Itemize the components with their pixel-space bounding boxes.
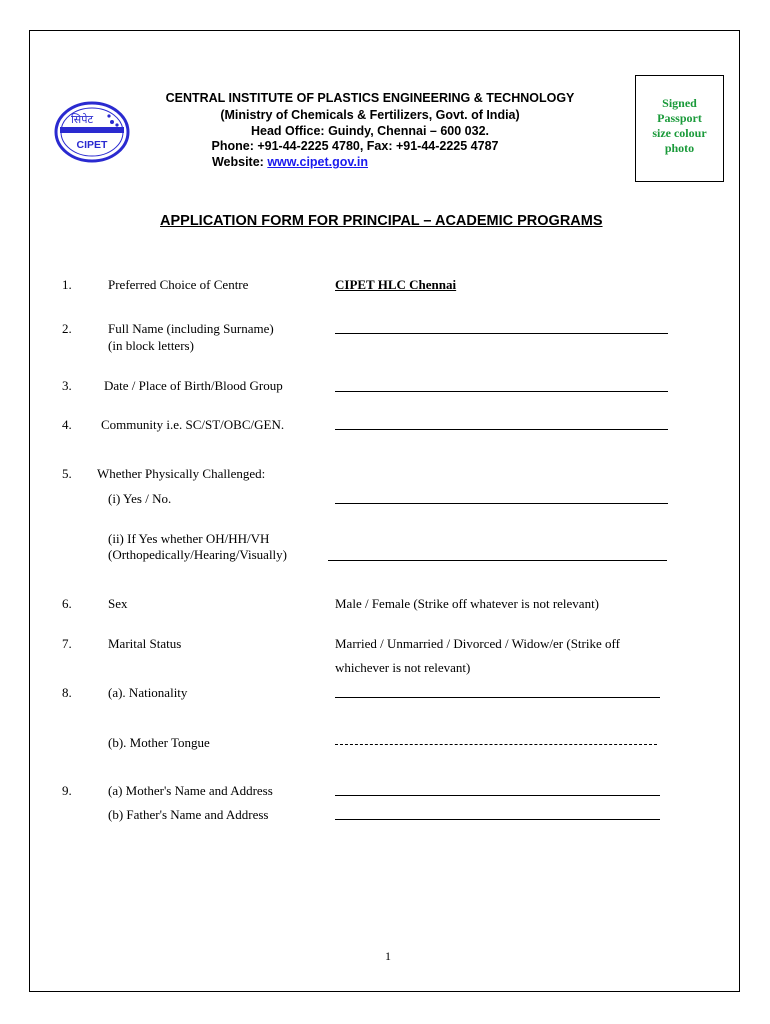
item-6-number: 6. (62, 596, 72, 611)
item-4-label: Community i.e. SC/ST/OBC/GEN. (101, 417, 285, 432)
item-9b-fill-line[interactable] (335, 819, 660, 820)
item-8-number: 8. (62, 685, 72, 700)
item-5-sub-1-fill-line[interactable] (335, 503, 668, 504)
ministry-line: (Ministry of Chemicals & Fertilizers, Govt. of India) (220, 108, 520, 122)
cipet-logo (54, 101, 130, 163)
page-number: 1 (385, 949, 391, 963)
photo-line-1: Signed (662, 96, 697, 110)
item-9a-fill-line[interactable] (335, 795, 660, 796)
phone-line: Phone: +91-44-2225 4780, Fax: +91-44-2225 4787 (211, 139, 499, 153)
photo-placeholder-box (635, 75, 724, 182)
photo-line-4: photo (664, 141, 695, 155)
item-5-sub-2-fill-line[interactable] (328, 560, 667, 561)
item-2-label: Full Name (including Surname) (108, 321, 274, 336)
item-7-label: Marital Status (108, 636, 182, 651)
item-1-label: Preferred Choice of Centre (108, 277, 249, 292)
website-line (50, 155, 530, 169)
item-8b-fill-line[interactable] (335, 744, 657, 745)
item-5-sub-2a: (ii) If Yes whether OH/HH/VH (108, 531, 270, 546)
logo-text: CIPET (76, 139, 108, 151)
item-5-sub-2b: (Orthopedically/Hearing/Visually) (108, 547, 287, 562)
logo-hindi-text: सिपेट (70, 113, 94, 126)
item-5-sub-1: (i) Yes / No. (108, 491, 172, 506)
head-office-line: Head Office: Guindy, Chennai – 600 032. (250, 124, 490, 138)
item-9a-label: (a) Mother's Name and Address (108, 783, 273, 798)
document-page (29, 30, 740, 992)
photo-line-2: Passport (657, 111, 702, 125)
item-4-number: 4. (62, 417, 72, 432)
item-2-label-2: (in block letters) (108, 338, 194, 353)
item-2-number: 2. (62, 321, 72, 336)
item-3-number: 3. (62, 378, 72, 393)
item-7-number: 7. (62, 636, 72, 651)
item-6-label: Sex (108, 596, 128, 611)
item-4-fill-line[interactable] (335, 429, 668, 430)
item-1-value: CIPET HLC Chennai (335, 277, 457, 292)
item-2-fill-line[interactable] (335, 333, 668, 334)
item-7-value-2: whichever is not relevant) (335, 660, 471, 675)
item-8b-label: (b). Mother Tongue (108, 735, 210, 750)
item-3-label: Date / Place of Birth/Blood Group (104, 378, 283, 393)
item-9-number: 9. (62, 783, 72, 798)
item-8a-fill-line[interactable] (335, 697, 660, 698)
item-1-number: 1. (62, 277, 72, 292)
item-5-label: Whether Physically Challenged: (97, 466, 266, 481)
item-7-value: Married / Unmarried / Divorced / Widow/er (Strike off (335, 636, 620, 651)
item-6-value: Male / Female (Strike off whatever is not relevant) (335, 596, 600, 611)
photo-line-3: size colour (652, 126, 707, 140)
institute-name: CENTRAL INSTITUTE OF PLASTICS ENGINEERING & TECHNOLOGY (165, 91, 575, 105)
item-9b-label: (b) Father's Name and Address (108, 807, 269, 822)
website-link[interactable]: www.cipet.gov.in (267, 155, 369, 169)
form-title: APPLICATION FORM FOR PRINCIPAL – ACADEMIC PROGRAMS (160, 213, 603, 229)
item-3-fill-line[interactable] (335, 391, 668, 392)
website-label: Website: (211, 155, 268, 169)
item-5-number: 5. (62, 466, 72, 481)
item-8a-label: (a). Nationality (108, 685, 188, 700)
